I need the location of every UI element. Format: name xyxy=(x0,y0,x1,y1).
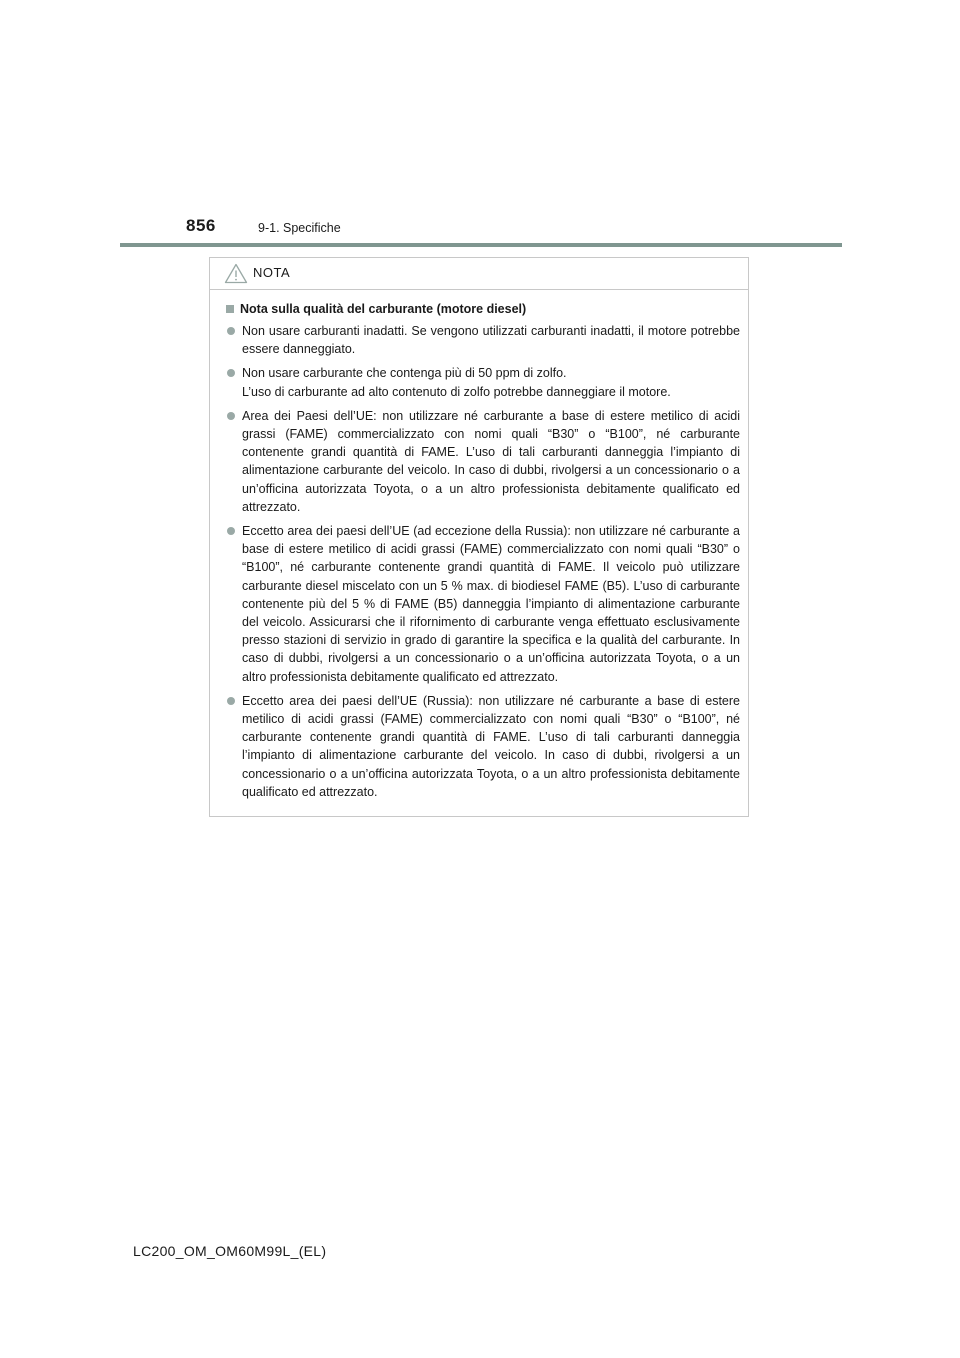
header-rule xyxy=(120,243,842,247)
list-item-text: Non usare carburanti inadatti. Se vengono utilizzati carburanti inadatti, il motore potrebbe essere danneggiato. xyxy=(242,324,740,357)
square-bullet-icon xyxy=(226,305,234,313)
section-title: 9-1. Specifiche xyxy=(258,221,341,235)
note-box xyxy=(209,257,749,817)
note-heading-text: Nota sulla qualità del carburante (motore diesel) xyxy=(240,302,527,316)
list-item xyxy=(226,407,740,516)
list-item-text: Area dei Paesi dell’UE: non utilizzare né carburante a base di estere metilico di acidi grassi (FAME) commercializzato con nomi quali “B30” o “B100”, né carburante contenente grandi quantità di FAME. L’uso di tali carburanti danneggia l’impianto di alimentazione carburante del veicolo. In caso di dubbi, rivolgersi a un concessionario o a un’officina autorizzata Toyota, o a un altro professionista debitamente qualificato ed attrezzato. xyxy=(242,408,740,514)
bullet-dot-icon xyxy=(227,527,235,535)
note-header xyxy=(210,258,748,290)
note-bullet-list xyxy=(226,322,740,801)
footer-document-code: LC200_OM_OM60M99L_(EL) xyxy=(133,1243,327,1259)
page-number: 856 xyxy=(186,216,216,235)
bullet-dot-icon xyxy=(227,369,235,377)
list-item xyxy=(226,364,740,400)
list-item xyxy=(226,322,740,358)
note-body xyxy=(210,290,748,801)
list-item xyxy=(226,692,740,801)
bullet-dot-icon xyxy=(227,697,235,705)
note-label: NOTA xyxy=(253,265,291,280)
note-subheading xyxy=(226,302,740,316)
list-item-text: Eccetto area dei paesi dell’UE (Russia): non utilizzare né carburante a base di estere metilico di acidi grassi (FAME) commercializzato con nomi quali “B30” o “B100”, né carburante contenente grandi quantità di FAME. L’uso di tali carburanti danneggia l’impianto di alimentazione carburante del veicolo. In caso di dubbi, rivolgersi a un concessionario o a un’officina autorizzata Toyota, o a un altro professionista debitamente qualificato ed attrezzato. xyxy=(242,693,740,799)
list-item-text: Eccetto area dei paesi dell’UE (ad eccezione della Russia): non utilizzare né carburante a base di estere metilico di acidi grassi (FAME) commercializzato con nomi quali “B30” o “B100”, né carburante contenente grandi quantità di FAME. Il veicolo può utilizzare carburante diesel miscelato con un 5 % max. di biodiesel FAME (B5). L’uso di carburante contenente più del 5 % di FAME (B5) danneggia l’impianto di alimentazione carburante del veicolo. Assicurarsi che il rifornimento di carburante venga effettuato esclusivamente presso stazioni di servizio in grado di garantire la specifica e la qualità del carburante. In caso di dubbi, rivolgersi a un concessionario o a un’officina autorizzata Toyota, o a un altro professionista debitamente qualificato ed attrezzato. xyxy=(242,524,740,684)
bullet-dot-icon xyxy=(227,412,235,420)
bullet-dot-icon xyxy=(227,327,235,335)
list-item-text: Non usare carburante che contenga più di 50 ppm di zolfo. L’uso di carburante ad alto contenuto di zolfo potrebbe danneggiare il motore. xyxy=(242,366,671,399)
list-item xyxy=(226,522,740,686)
warning-triangle-icon xyxy=(224,263,248,284)
